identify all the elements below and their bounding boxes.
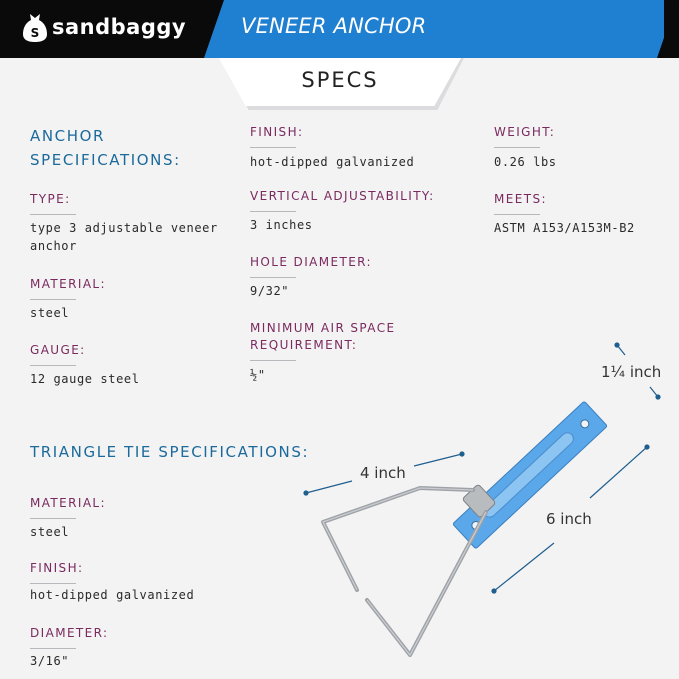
material-label: MATERIAL: (30, 276, 106, 300)
svg-text:S: S (30, 26, 40, 40)
tie-diameter-value: 3/16" (30, 654, 70, 668)
triangle-tie-heading: TRIANGLE TIE SPECIFICATIONS: (30, 443, 310, 461)
weight-value: 0.26 lbs (494, 155, 557, 169)
weight-label: WEIGHT: (494, 124, 555, 148)
width-dimension: 1¼ inch (601, 363, 662, 381)
material-value: steel (30, 306, 70, 320)
specs-tab-label: SPECS (301, 68, 379, 92)
air-space-label: MINIMUM AIR SPACE REQUIREMENT: (250, 320, 395, 361)
anchor-spec-heading: ANCHOR SPECIFICATIONS: (30, 127, 181, 169)
finish-label: FINISH: (250, 124, 303, 148)
tie-width-dimension: 4 inch (360, 464, 406, 482)
vertical-adjustability-label: VERTICAL ADJUSTABILITY: (250, 188, 435, 212)
hole-diameter-value: 9/32" (250, 284, 290, 298)
type-value: type 3 adjustable veneer anchor (30, 221, 218, 253)
tie-diameter-label: DIAMETER: (30, 625, 108, 649)
tie-finish-value: hot-dipped galvanized (30, 588, 195, 602)
air-space-value: ½" (250, 368, 266, 382)
page-title: VENEER ANCHOR (241, 14, 427, 38)
hole-diameter-label: HOLE DIAMETER: (250, 254, 372, 278)
meets-value: ASTM A153/A153M-B2 (494, 221, 635, 235)
type-label: TYPE: (30, 191, 76, 215)
meets-label: MEETS: (494, 191, 547, 215)
tie-finish-label: FINISH: (30, 560, 83, 584)
gauge-value: 12 gauge steel (30, 372, 140, 386)
brand-name: sandbaggy (52, 15, 187, 39)
length-dimension: 6 inch (546, 510, 592, 528)
tie-material-value: steel (30, 525, 70, 539)
vertical-adjustability-value: 3 inches (250, 218, 313, 232)
finish-value: hot-dipped galvanized (250, 155, 415, 169)
tie-material-label: MATERIAL: (30, 495, 106, 519)
gauge-label: GAUGE: (30, 342, 86, 366)
